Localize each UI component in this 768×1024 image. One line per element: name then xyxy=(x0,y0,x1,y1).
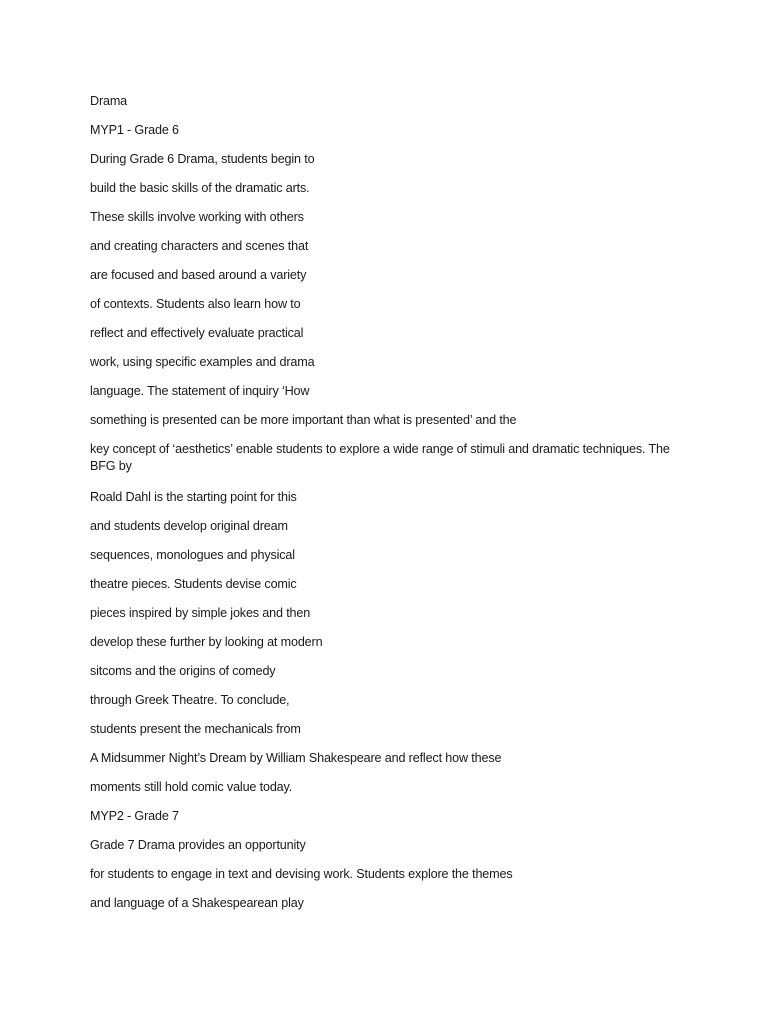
text-line: students present the mechanicals from xyxy=(90,722,301,736)
text-line: of contexts. Students also learn how to xyxy=(90,297,301,311)
text-line: something is presented can be more important than what is presented’ and the xyxy=(90,413,517,427)
text-line: sequences, monologues and physical xyxy=(90,548,295,562)
text-line: A Midsummer Night’s Dream by William Shakespeare and reflect how these xyxy=(90,751,502,765)
text-line: Roald Dahl is the starting point for this xyxy=(90,490,297,504)
section-heading-grade-6: MYP1 - Grade 6 xyxy=(90,123,179,137)
text-line: language. The statement of inquiry ‘How xyxy=(90,384,310,398)
document-title: Drama xyxy=(90,94,128,108)
text-line-wrapped: key concept of ‘aesthetics’ enable students to explore a wide range of stimuli and dramatic techniques. The BFG by xyxy=(90,442,670,473)
text-line: develop these further by looking at modern xyxy=(90,635,323,649)
text-line: are focused and based around a variety xyxy=(90,268,307,282)
text-line: through Greek Theatre. To conclude, xyxy=(90,693,290,707)
section-heading-grade-7: MYP2 - Grade 7 xyxy=(90,809,179,823)
text-line: for students to engage in text and devising work. Students explore the themes xyxy=(90,867,513,881)
document-body xyxy=(90,93,690,924)
text-line: moments still hold comic value today. xyxy=(90,780,293,794)
text-line: sitcoms and the origins of comedy xyxy=(90,664,276,678)
text-line: theatre pieces. Students devise comic xyxy=(90,577,297,591)
text-line: build the basic skills of the dramatic arts. xyxy=(90,181,310,195)
text-line: work, using specific examples and drama xyxy=(90,355,315,369)
text-line: reflect and effectively evaluate practical xyxy=(90,326,304,340)
text-line: and language of a Shakespearean play xyxy=(90,896,304,910)
text-line: These skills involve working with others xyxy=(90,210,304,224)
text-line: and creating characters and scenes that xyxy=(90,239,309,253)
text-line: During Grade 6 Drama, students begin to xyxy=(90,152,315,166)
text-line: and students develop original dream xyxy=(90,519,288,533)
text-line: pieces inspired by simple jokes and then xyxy=(90,606,311,620)
text-line: Grade 7 Drama provides an opportunity xyxy=(90,838,306,852)
